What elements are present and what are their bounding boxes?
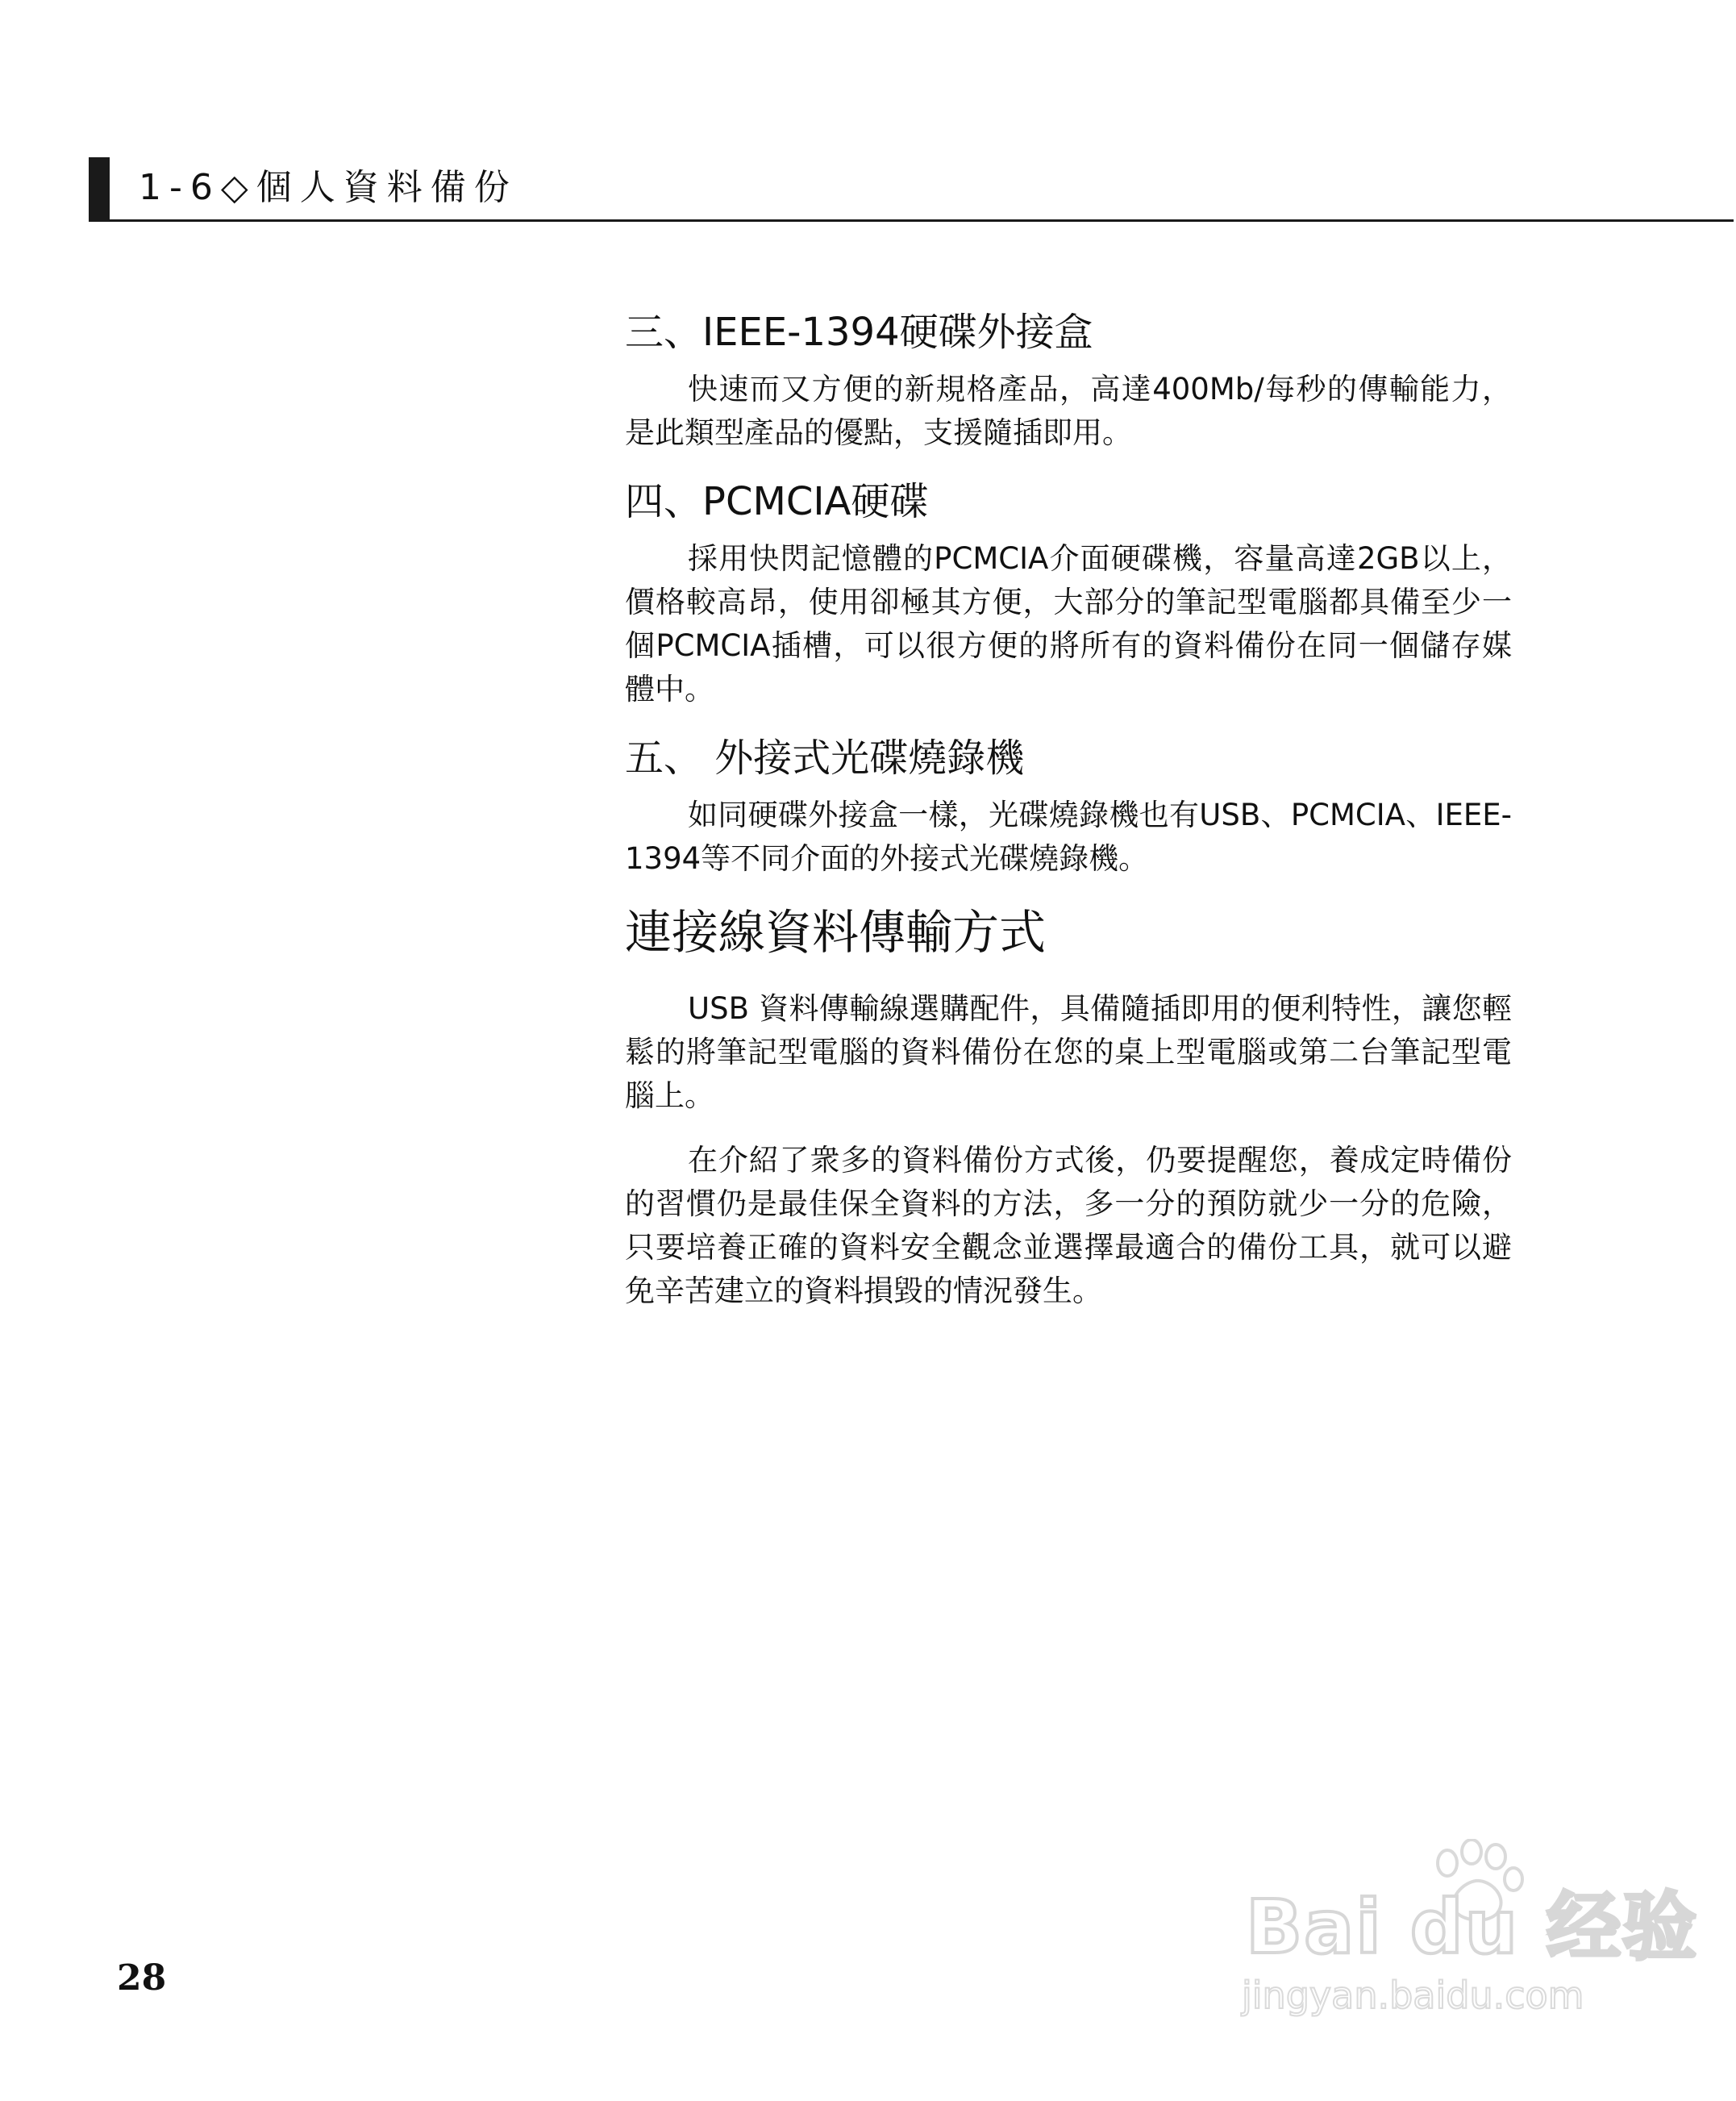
section-title: 五、 外接式光碟燒錄機 (625, 736, 1025, 781)
main-content (625, 306, 1512, 1334)
section-pcmcia (625, 476, 1512, 711)
section-title: 四、PCMCIA硬碟 (625, 479, 929, 524)
section-cable-transfer (625, 902, 1512, 1313)
major-section-title: 連接線資料傳輸方式 (625, 905, 1047, 960)
section-paragraph: 在介紹了衆多的資料備份方式後，仍要提醒您，養成定時備份的習慣仍是最佳保全資料的方法，多一分的預防就少一分的危險，只要培養正確的資料安全觀念並選擇最適合的備份工具，就可以避免辛苦建立的資料損毀的情況發生。 (625, 1143, 1512, 1308)
watermark-url: jingyan.baidu.com (1242, 1974, 1584, 2017)
section-paragraph: 快速而又方便的新規格產品，高達400Mb/每秒的傳輸能力，是此類型產品的優點，支援隨插即用。 (625, 372, 1512, 450)
chapter-title: 1-6◇個人資料備份 (139, 167, 518, 208)
section-paragraph: USB 資料傳輸線選購配件，具備隨插即用的便利特性，讓您輕鬆的將筆記型電腦的資料備份在您的桌上型電腦或第二台筆記型電腦上。 (625, 991, 1512, 1113)
watermark-logo-text: Bai du 经验 (1246, 1884, 1699, 1970)
header-bar (89, 157, 110, 222)
section-paragraph: 採用快閃記憶體的PCMCIA介面硬碟機，容量高達2GB以上，價格較高昂，使用卻極其方便，大部分的筆記型電腦都具備至少一個PCMCIA插槽，可以很方便的將所有的資料備份在同一個儲存媒體中。 (625, 541, 1512, 707)
baidu-watermark (1238, 1839, 1699, 2024)
section-title: 三、IEEE-1394硬碟外接盒 (625, 310, 1093, 355)
section-ieee1394 (625, 306, 1512, 455)
chapter-header (89, 157, 1734, 222)
page-number: 28 (117, 1957, 167, 1999)
header-rule (89, 219, 1734, 222)
section-paragraph: 如同硬碟外接盒一樣，光碟燒錄機也有USB、PCMCIA、IEEE-1394等不同介面的外接式光碟燒錄機。 (625, 798, 1512, 876)
section-external-burner (625, 732, 1512, 881)
